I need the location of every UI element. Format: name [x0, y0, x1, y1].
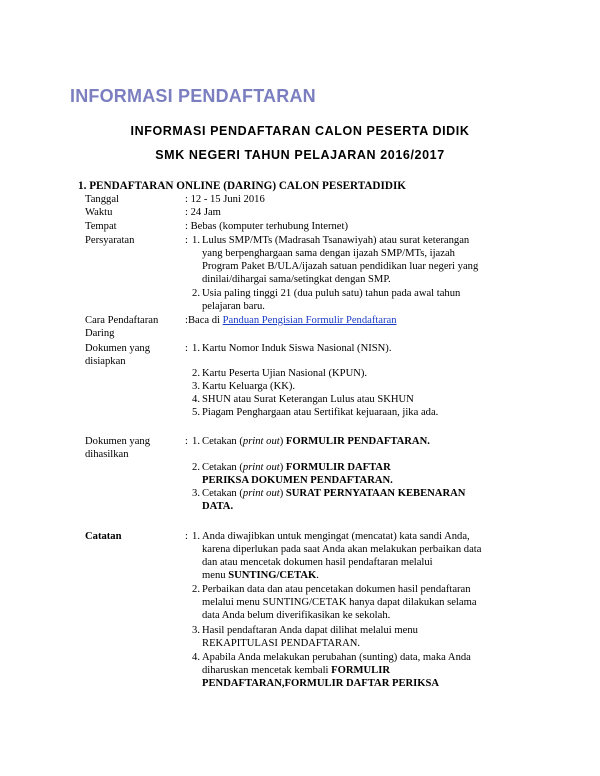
dokumen-disiapkan-colon: : — [185, 343, 188, 354]
catatan-item-3: 3. Hasil pendaftaran Anda dapat dilihat melalui menu REKAPITULASI PENDAFTARAN. — [192, 625, 418, 649]
persyaratan-colon: : — [185, 235, 188, 246]
dokumen-disiapkan-item-2: 2. Kartu Peserta Ujian Nasional (KPUN). — [192, 368, 368, 379]
cara-pendaftaran-label: Cara Pendaftaran Daring — [85, 315, 159, 339]
section-title: 1. PENDAFTARAN ONLINE (DARING) CALON PESERTADIDIK — [78, 180, 406, 192]
dokumen-dihasilkan-label: Dokumen yang dihasilkan — [85, 436, 151, 460]
subtitle-line-1: INFORMASI PENDAFTARAN CALON PESERTA DIDIK — [130, 124, 470, 138]
catatan-item-1: 1. Anda diwajibkan untuk mengingat (mencatat) kata sandi Anda, karena diperlukan pada saat Anda akan melakukan perbaikan data dan atau mencetak dokumen hasil pendaftaran melalui menu SUNTING/CETAK. — [192, 531, 482, 581]
waktu-label: Waktu — [85, 207, 113, 218]
dokumen-disiapkan-label: Dokumen yang disiapkan — [85, 343, 151, 367]
persyaratan-label: Persyaratan — [85, 235, 135, 246]
tempat-label: Tempat — [85, 221, 117, 232]
catatan-item-4: 4. Apabila Anda melakukan perubahan (sunting) data, maka Anda diharuskan mencetak kembali FORMULIR PENDAFTARAN,FORMULIR DAFTAR PERIKSA — [192, 652, 471, 689]
dokumen-dihasilkan-item-3: 3. Cetakan (print out) SURAT PERNYATAAN KEBENARAN DATA. — [192, 488, 466, 512]
panduan-link[interactable]: Panduan Pengisian Formulir Pendaftaran — [222, 315, 397, 326]
dokumen-disiapkan-item-4: 4. SHUN atau Surat Keterangan Lulus atau SKHUN — [192, 394, 414, 405]
dokumen-dihasilkan-item-1: 1. Cetakan (print out) FORMULIR PENDAFTARAN. — [192, 436, 430, 447]
tempat-value: : Bebas (komputer terhubung Internet) — [185, 221, 348, 232]
persyaratan-item-2: 2. Usia paling tinggi 21 (dua puluh satu) tahun pada awal tahun pelajaran baru. — [192, 288, 461, 312]
catatan-item-2: 2. Perbaikan data dan atau pencetakan dokumen hasil pendaftaran melalui menu SUNTING/CETAK hanya dapat dilakukan selama data Anda belum diverifikasikan ke sekolah. — [192, 584, 477, 621]
page-heading: INFORMASI PENDAFTARAN — [70, 86, 316, 106]
subtitle-line-2: SMK NEGERI TAHUN PELAJARAN 2016/2017 — [155, 148, 445, 162]
waktu-value: : 24 Jam — [185, 207, 221, 218]
dokumen-disiapkan-item-3: 3. Kartu Keluarga (KK). — [192, 381, 296, 392]
dokumen-disiapkan-item-5: 5. Piagam Penghargaan atau Sertifikat kejuaraan, jika ada. — [192, 407, 439, 418]
cara-pendaftaran-value: :Baca di Panduan Pengisian Formulir Pendaftaran — [185, 315, 397, 326]
tanggal-value: : 12 - 15 Juni 2016 — [185, 194, 265, 205]
dokumen-disiapkan-item-1: 1. Kartu Nomor Induk Siswa Nasional (NISN). — [192, 343, 392, 354]
catatan-label: Catatan — [85, 531, 122, 542]
dokumen-dihasilkan-item-2: 2. Cetakan (print out) FORMULIR DAFTAR PERIKSA DOKUMEN PENDAFTARAN. — [192, 462, 393, 486]
persyaratan-item-1: 1. Lulus SMP/MTs (Madrasah Tsanawiyah) atau surat keterangan yang berpenghargaan sama dengan ijazah SMP/MTs, ijazah Program Paket B/ULA/ijazah satuan pendidikan luar negeri yang dinilai/dihargai sama/setingkat dengan SMP. — [192, 235, 479, 285]
tanggal-label: Tanggal — [85, 194, 119, 205]
dokumen-dihasilkan-colon: : — [185, 436, 188, 447]
catatan-colon: : — [185, 531, 188, 542]
